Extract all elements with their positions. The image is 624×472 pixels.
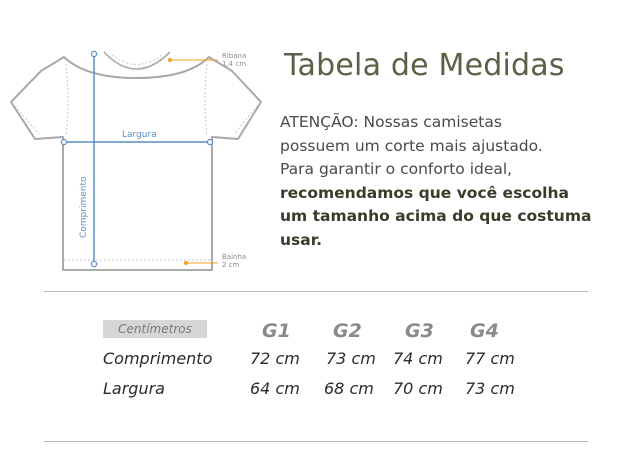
cell-largura-g1: 64 cm	[250, 379, 300, 398]
divider-bottom	[44, 441, 588, 442]
largura-label: Largura	[122, 130, 157, 140]
ribana-marker	[168, 58, 172, 62]
left-armhole-stitch	[66, 64, 68, 136]
notice-bold-3: usar.	[280, 230, 323, 249]
bainha-value: 2 cm	[222, 261, 240, 269]
ribana-label: Ribana	[222, 52, 247, 60]
tshirt-measurement-diagram	[0, 40, 270, 280]
size-header-g4: G4	[470, 320, 499, 342]
collar-stitch	[112, 55, 162, 65]
notice-line-3: Para garantir o conforto ideal,	[280, 160, 513, 178]
page-title: Tabela de Medidas	[284, 48, 565, 83]
fit-notice	[280, 111, 610, 252]
cell-comprimento-g2: 73 cm	[326, 349, 376, 368]
notice-line-2: possuem um corte mais ajustado.	[280, 136, 543, 155]
tshirt-outline	[11, 57, 261, 270]
collar-outer	[104, 52, 170, 69]
left-sleeve-stitch	[15, 106, 39, 134]
bainha-label: Bainha	[222, 253, 247, 261]
cell-largura-g2: 68 cm	[324, 379, 374, 398]
unit-header: Centímetros	[103, 320, 207, 338]
right-sleeve-stitch	[234, 106, 257, 134]
ribana-value: 1,4 cm	[222, 60, 247, 68]
right-armhole-stitch	[205, 64, 207, 136]
row-label-comprimento: Comprimento	[103, 349, 213, 368]
divider-top	[44, 291, 588, 292]
notice-line-1: ATENÇÃO: Nossas camisetas	[280, 113, 502, 131]
notice-bold-1: recomendamos que você escolha	[280, 183, 569, 202]
size-header-g3: G3	[405, 320, 434, 342]
cell-comprimento-g4: 77 cm	[465, 349, 515, 368]
row-label-largura: Largura	[103, 379, 165, 398]
size-header-g1: G1	[262, 320, 291, 342]
size-header-g2: G2	[333, 320, 362, 342]
notice-bold-2: um tamanho acima do que costuma	[280, 207, 592, 225]
comprimento-label: Comprimento	[79, 176, 89, 238]
comprimento-top-marker	[91, 51, 96, 56]
cell-largura-g3: 70 cm	[393, 379, 443, 398]
largura-left-marker	[61, 139, 66, 144]
comprimento-bottom-marker	[91, 261, 96, 266]
cell-comprimento-g1: 72 cm	[250, 349, 300, 368]
bainha-marker	[184, 261, 188, 265]
cell-largura-g4: 73 cm	[465, 379, 515, 398]
largura-right-marker	[207, 139, 212, 144]
cell-comprimento-g3: 74 cm	[393, 349, 443, 368]
